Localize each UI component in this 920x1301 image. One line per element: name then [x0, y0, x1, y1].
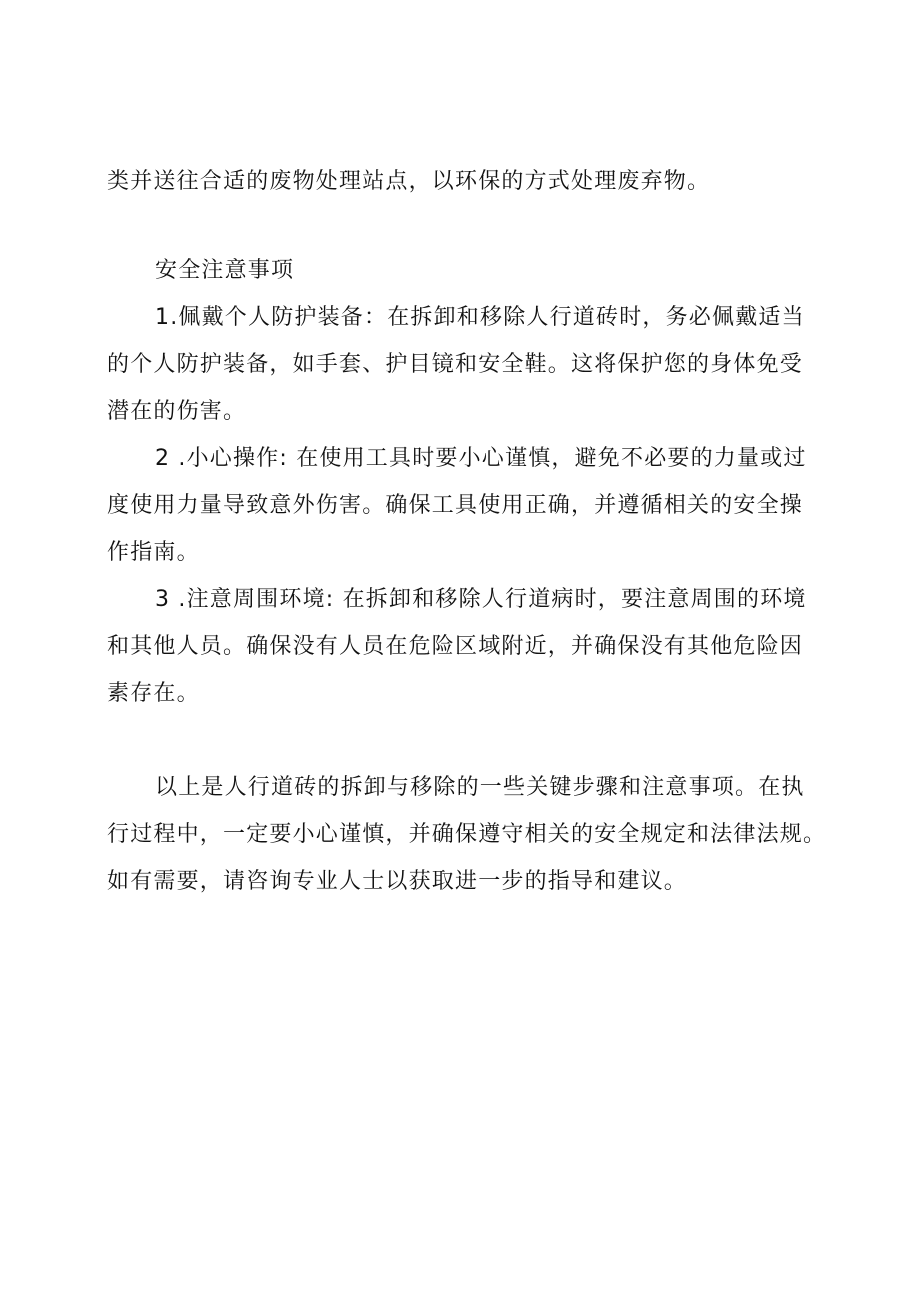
- list-item-line: 潜在的伤害。: [107, 399, 247, 424]
- list-item-line: 和其他人员。确保没有人员在危险区域附近，并确保没有其他危险因: [107, 634, 804, 659]
- list-item-line: 作指南。: [107, 540, 200, 565]
- list-item-line: 的个人防护装备，如手套、护目镜和安全鞋。这将保护您的身体免受: [107, 352, 804, 377]
- list-item-line: 度使用力量导致意外伤害。确保工具使用正确，并遵循相关的安全操: [107, 493, 804, 518]
- list-item-line: 1.佩戴个人防护装备：在拆卸和移除人行道砖时，务必佩戴适当: [155, 305, 805, 330]
- list-item-line: 3 .注意周围环境: 在拆卸和移除人行道病时，要注意周围的环境: [155, 587, 807, 612]
- list-item-line: 2 .小心操作: 在使用工具时要小心谨慎，避免不必要的力量或过: [155, 446, 807, 471]
- paragraph-line: 类并送往合适的废物处理站点，以环保的方式处理废弃物。: [107, 169, 711, 194]
- paragraph-line: 行过程中，一定要小心谨慎，并确保遵守相关的安全规定和法律法规。: [107, 822, 827, 847]
- list-item-line: 素存在。: [107, 681, 200, 706]
- section-heading: 安全注意事项: [155, 258, 295, 283]
- paragraph-line: 以上是人行道砖的拆卸与移除的一些关键步骤和注意事项。在执: [155, 775, 805, 800]
- paragraph-line: 如有需要，请咨询专业人士以获取进一步的指导和建议。: [107, 869, 688, 894]
